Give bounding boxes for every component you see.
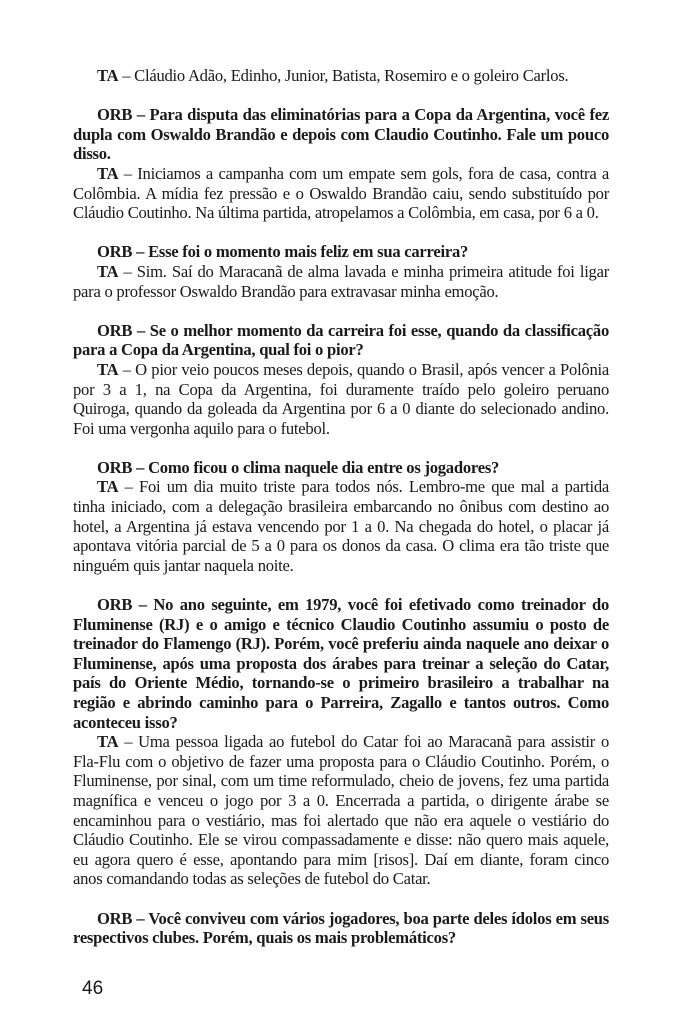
answer-paragraph <box>73 262 609 301</box>
speaker-label: TA <box>97 732 119 752</box>
speaker-label: TA <box>97 163 119 183</box>
answer-text: – Cláudio Adão, Edinho, Junior, Batista, Rosemiro e o goleiro Carlos. <box>118 66 569 85</box>
answer-paragraph <box>73 164 609 223</box>
answer-text: – Iniciamos a campanha com um empate sem gols, fora de casa, contra a Colômbia. A mídia fez pressão e o Oswaldo Brandão caiu, sendo substituído por Cláudio Coutinho. Na última partida, atropelamos a Colômbia, em casa, por 6 a 0. <box>73 163 609 223</box>
question-paragraph <box>73 909 609 948</box>
question-paragraph <box>73 458 609 478</box>
speaker-label: ORB <box>97 242 133 262</box>
page-body <box>73 66 609 948</box>
question-text: – Esse foi o momento mais feliz em sua carreira? <box>132 242 469 262</box>
answer-paragraph <box>73 732 609 889</box>
question-text: – Como ficou o clima naquele dia entre os jogadores? <box>132 457 500 477</box>
question-text: – No ano seguinte, em 1979, você foi efetivado como treinador do Fluminense (RJ) e o amigo e técnico Claudio Coutinho assumiu o posto de treinador do Flamengo (RJ). Porém, você preferiu ainda naquele ano deixar o Fluminense, após uma proposta dos árabes para treinar a seleção do Catar, país do Oriente Médio, tornando-se o primeiro brasileiro a trabalhar na região e abrindo caminho para o Parreira, Zagallo e tantos outros. Como aconteceu isso? <box>73 595 609 732</box>
speaker-label: ORB <box>97 908 133 928</box>
answer-text: – Sim. Saí do Maracanã de alma lavada e minha primeira atitude foi ligar para o professor Oswaldo Brandão para extravasar minha emoção. <box>73 261 609 301</box>
page-number: 46 <box>82 978 104 999</box>
question-paragraph <box>73 242 609 262</box>
answer-paragraph <box>73 360 609 438</box>
speaker-label: ORB <box>97 457 133 477</box>
answer-paragraph <box>73 66 609 86</box>
speaker-label: TA <box>97 261 119 281</box>
answer-text: – Uma pessoa ligada ao futebol do Catar foi ao Maracanã para assistir o Fla-Flu com o objetivo de fazer uma proposta para o Cláudio Coutinho. Porém, o Fluminense, por sinal, com um time reformulado, cheio de jovens, fez uma partida magnífica e venceu o jogo por 3 a 0. Encerrada a partida, o dirigente árabe se encaminhou para o vestiário, mas foi alertado que não era aquele o vestiário do Cláudio Coutinho. Ele se virou compassadamente e disse: não quero mais aquele, eu agora quero é esse, apontando para mim [risos]. Daí em diante, foram cinco anos comandando todas as seleções de futebol do Catar. <box>73 732 609 889</box>
answer-text: – Foi um dia muito triste para todos nós. Lembro-me que mal a partida tinha iniciado, com a delegação brasileira embarcando no ônibus com destino ao hotel, a Argentina já estava vencendo por 1 a 0. Na chegada do hotel, o placar já apontava vitória parcial de 5 a 0 para os donos da casa. O clima era tão triste que ninguém quis jantar naquela noite. <box>73 477 609 575</box>
speaker-label: ORB <box>97 105 133 125</box>
answer-paragraph <box>73 477 609 575</box>
answer-text: – O pior veio poucos meses depois, quando o Brasil, após vencer a Polônia por 3 a 1, na Copa da Argentina, foi duramente traído pelo goleiro peruano Quiroga, quando da goleada da Argentina por 6 a 0 diante do selecionado andino. Foi uma vergonha aquilo para o futebol. <box>73 359 609 438</box>
question-paragraph <box>73 321 609 360</box>
speaker-label: TA <box>97 359 119 379</box>
question-text: – Para disputa das eliminatórias para a Copa da Argentina, você fez dupla com Oswaldo Brandão e depois com Claudio Coutinho. Fale um pouco disso. <box>73 105 609 164</box>
speaker-label: TA <box>97 66 119 85</box>
speaker-label: TA <box>97 477 119 497</box>
question-paragraph <box>73 105 609 164</box>
question-text: – Você conviveu com vários jogadores, boa parte deles ídolos em seus respectivos clubes. Porém, quais os mais problemáticos? <box>73 908 609 948</box>
speaker-label: ORB <box>97 595 133 615</box>
question-paragraph <box>73 595 609 732</box>
speaker-label: ORB <box>97 320 133 340</box>
question-text: – Se o melhor momento da carreira foi esse, quando da classificação para a Copa da Argentina, qual foi o pior? <box>73 320 609 360</box>
